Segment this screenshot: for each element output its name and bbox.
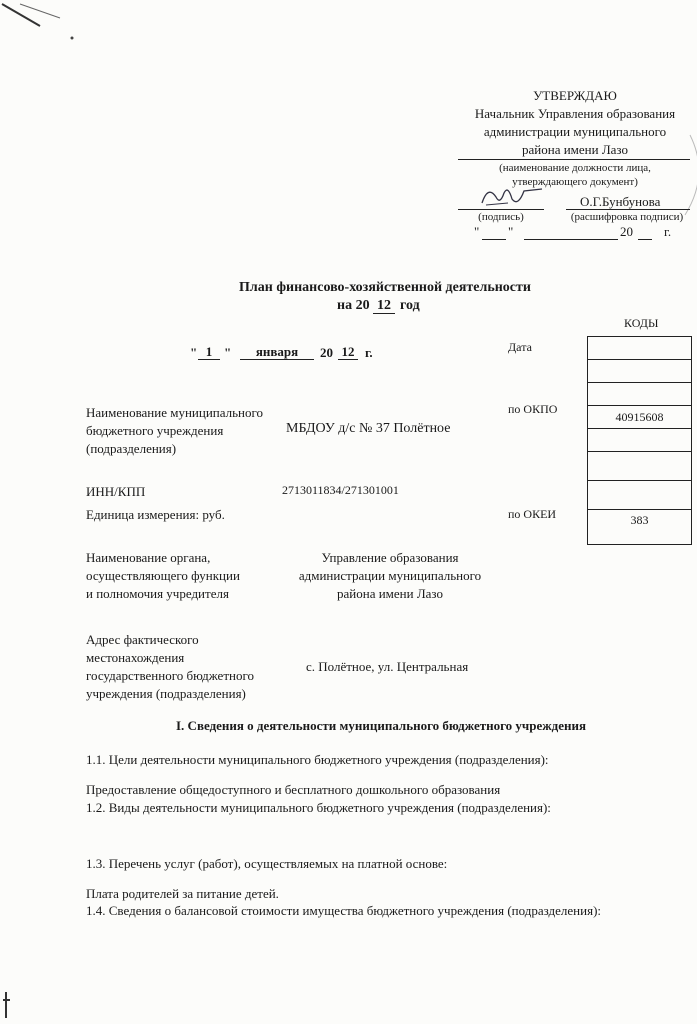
section1-p1-4: 1.4. Сведения о балансовой стоимости имущества бюджетного учреждения (подразделения):: [86, 903, 602, 918]
okpo-label: по ОКПО: [508, 402, 558, 416]
codes-table: [587, 336, 692, 545]
institution-name-value: МБДОУ д/с № 37 Полётное: [286, 421, 451, 436]
approval-date-close-quote: ": [508, 224, 514, 239]
codes-cell-empty-3: [588, 429, 691, 452]
codes-cell-date: [588, 337, 691, 360]
plan-date-month: января: [240, 345, 314, 360]
signature-hint: (подпись): [478, 211, 524, 223]
section1-p1-3-value: Плата родителей за питание детей.: [86, 886, 279, 901]
scan-mark-top-left: [0, 0, 80, 50]
date-label: Дата: [508, 340, 532, 354]
address-value: с. Полётное, ул. Центральная: [306, 659, 469, 674]
approval-date-day-line: [482, 239, 506, 240]
approval-date-month-line: [524, 239, 618, 240]
section1-p1-2: 1.2. Виды деятельности муниципального бюджетного учреждения (подразделения):: [86, 800, 551, 815]
codes-cell-empty-5: [588, 481, 691, 510]
plan-date-day: 1: [198, 345, 220, 360]
signature-line: [458, 209, 544, 210]
approval-line3: района имени Лазо: [522, 142, 628, 157]
approval-line1: Начальник Управления образования: [474, 106, 676, 121]
plan-year-prefix: на 20: [337, 298, 370, 313]
institution-name-label-1: Наименование муниципального: [86, 405, 264, 420]
signer-name: О.Г.Бунбунова: [580, 194, 661, 209]
codes-header: КОДЫ: [624, 316, 659, 330]
section1-heading: I. Сведения о деятельности муниципального бюджетного учреждения: [176, 718, 587, 733]
plan-date-close-quote: ": [224, 345, 232, 360]
approval-title: УТВЕРЖДАЮ: [533, 88, 617, 103]
address-label-2: местонахождения: [86, 650, 185, 665]
section1-p1-3: 1.3. Перечень услуг (работ), осуществляемых на платной основе:: [86, 856, 448, 871]
plan-title: План финансово-хозяйственной деятельности: [239, 280, 531, 295]
address-label-3: государственного бюджетного: [86, 668, 254, 683]
plan-year-value: 12: [373, 298, 395, 314]
section1-p1-1-value: Предоставление общедоступного и бесплатного дошкольного образования: [86, 782, 501, 797]
scan-mark-bottom-left: [0, 990, 20, 1020]
position-hint-2: утверждающего документ): [512, 176, 638, 188]
codes-cell-empty-1: [588, 360, 691, 383]
address-label-1: Адрес фактического: [86, 632, 199, 647]
okei-label: по ОКЕИ: [508, 507, 557, 521]
plan-date-year-value: 12: [338, 345, 358, 360]
founder-label-3: и полномочия учредителя: [86, 586, 229, 601]
codes-cell-empty-2: [588, 383, 691, 406]
plan-year-suffix: год: [400, 298, 420, 313]
inn-label: ИНН/КПП: [86, 484, 146, 499]
founder-label-1: Наименование органа,: [86, 550, 211, 565]
institution-name-label-3: (подразделения): [86, 441, 177, 456]
decoding-line: [566, 209, 690, 210]
position-hint-1: (наименование должности лица,: [499, 162, 651, 174]
unit-label: Единица измерения: руб.: [86, 507, 225, 522]
approval-date-suffix: г.: [664, 224, 672, 239]
plan-date-year-prefix: 20: [320, 345, 333, 360]
codes-cell-empty-4: [588, 452, 691, 481]
plan-date-year-suffix: г.: [365, 345, 373, 360]
decoding-hint: (расшифровка подписи): [570, 211, 684, 223]
plan-date-open-quote: ": [190, 345, 198, 360]
codes-cell-okpo: 40915608: [588, 406, 691, 429]
approval-date-year-prefix: 20: [620, 224, 633, 239]
address-label-4: учреждения (подразделения): [86, 686, 246, 701]
approval-underline: [458, 159, 690, 160]
founder-value-3: района имени Лазо: [337, 586, 443, 601]
founder-label-2: осуществляющего функции: [86, 568, 240, 583]
founder-value-1: Управление образования: [321, 550, 459, 565]
codes-cell-okei: 383: [588, 510, 691, 545]
inn-value: 2713011834/271301001: [282, 483, 399, 497]
approval-date-year-line: [638, 239, 652, 240]
section1-p1-1: 1.1. Цели деятельности муниципального бюджетного учреждения (подразделения):: [86, 752, 549, 767]
approval-date-open-quote: ": [474, 224, 480, 239]
approval-line2: администрации муниципального: [483, 124, 667, 139]
founder-value-2: администрации муниципального: [298, 568, 482, 583]
institution-name-label-2: бюджетного учреждения: [86, 423, 224, 438]
